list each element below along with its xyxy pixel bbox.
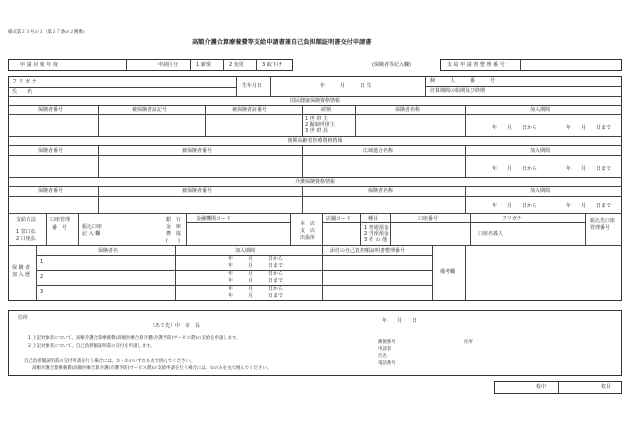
care-period: 加入期間	[530, 188, 551, 194]
period-label: 申 請 対 象 年 度	[20, 62, 58, 68]
branch-3: 出張所	[300, 235, 316, 241]
app-line-1: 1 上記対象者について、高額介護合算療養費(高額医療合算介護(介護予防)サービス費)の支給を申請します。	[28, 336, 241, 341]
care-insurer-no: 保険者番号	[38, 188, 64, 194]
opt-new[interactable]: 1 新規	[196, 62, 211, 68]
name-label: 氏 名	[12, 89, 33, 95]
form-number: 様式第２３号の３（第２７条の２関係）	[8, 30, 88, 35]
nhi-rel1: 1 世 帯 主	[305, 116, 328, 122]
acct-no: 口座番号	[418, 216, 439, 222]
acct-mgmt-no: 番 号	[52, 225, 68, 231]
nhi-insured-no: 被保険者証番号	[232, 107, 268, 113]
bank-type-4: ( )	[166, 238, 180, 244]
form-title: 高額介護合算療養費等支給申請書兼自己負担額証明書交付申請書	[192, 39, 372, 46]
app-residence: 住所	[464, 340, 473, 345]
elder-header: 後期高齢者医療資格情報	[287, 138, 343, 144]
history-remarks: 備考欄	[440, 269, 456, 275]
pay-m2[interactable]: 2 口座払	[16, 236, 36, 242]
elder-insurer-no: 保険者番号	[38, 148, 64, 154]
history-period: 加入期間	[235, 248, 256, 254]
app-name: 氏名	[378, 354, 387, 359]
history-row-1: 1	[40, 259, 44, 265]
history-from-1: 年 月 日から	[228, 256, 284, 262]
nhi-insured-symbol: 被保険者証記号	[132, 107, 168, 113]
birth-label: 生年月日	[242, 83, 263, 89]
history-from-2: 年 月 日から	[228, 271, 284, 277]
nhi-to: 年 月 日まで	[566, 125, 612, 131]
acct-type: 種目	[368, 216, 379, 222]
history-row-2: 2	[40, 274, 44, 280]
acct-type-1[interactable]: 1 普通預金	[364, 225, 389, 231]
app-line-2: 2 上記対象者について、自己負担額証明書の交付を申請します。	[28, 344, 155, 349]
app-note-1: 自己負担額証明書の交付申請を行う場合には、①・②のいずれも丸で囲んでください。	[24, 359, 195, 364]
app-note-2: 高額介護合算療養費(高額医療合算介護(介護予防)サービス費)の支給申請を行う場合には、①のみを丸で囲んでください。	[32, 366, 272, 371]
elder-insured-no: 被保険者番号	[182, 148, 213, 154]
app-to: （あて先）中 市 長	[150, 323, 201, 329]
history-cert-no: 添付の自己負担額証明書整理番号	[330, 248, 406, 254]
acct-type-2[interactable]: 2 当座預金	[364, 231, 389, 237]
app-date: 年 月 日	[382, 318, 418, 324]
care-from: 年 月 日から	[492, 203, 538, 209]
elder-union-name: 広域連合名称	[363, 148, 394, 154]
page-mid: 枚中	[536, 384, 547, 390]
inst-code: 金融機関コード	[196, 216, 232, 222]
transfer-label: 振込口座	[82, 224, 103, 230]
history-side-1: 保 険 者	[12, 265, 31, 271]
individual-no-label: 個 人 番 号	[430, 78, 496, 84]
care-insured-no: 被保険者番号	[182, 188, 213, 194]
transfer-entry: 記 入 欄	[82, 231, 101, 237]
nhi-from: 年 月 日から	[492, 125, 538, 131]
history-to-1: 年 月 日まで	[228, 263, 284, 269]
opt-withdraw[interactable]: 3 取下げ	[262, 62, 282, 68]
dest-mgmt: 振込先口座	[590, 218, 616, 224]
nhi-insurer-name: 保険者名称	[395, 107, 421, 113]
nhi-insurer-no: 保険者番号	[38, 107, 64, 113]
acct-holder: 口座名義人	[478, 231, 504, 237]
page-end: 枚目	[601, 384, 612, 390]
branch-2: 支 店	[300, 228, 316, 234]
branch-1: 本 店	[300, 221, 316, 227]
nhi-header: 国民健康保険資格情報	[289, 98, 340, 104]
acct-mgmt: 口座管理	[50, 217, 71, 223]
bank-type-2: 金 庫	[166, 224, 182, 230]
nhi-period: 加入期間	[530, 107, 551, 113]
care-header: 介護保険資格情報	[294, 179, 335, 185]
calc-period-label: 計算期間の始期及び終期	[430, 88, 486, 94]
holder-furigana: フリガナ	[502, 216, 522, 222]
store-code: 店舗コード	[326, 216, 352, 222]
dest-no: 管理番号	[590, 225, 611, 231]
elder-to: 年 月 日まで	[566, 166, 612, 172]
birth-ymd: 年 月 日 生	[320, 83, 372, 89]
history-to-3: 年 月 日まで	[228, 293, 284, 299]
number-label: 支 給 申 請 書 整 理 番 号	[447, 62, 505, 68]
furigana-label: フ リ ガ ナ	[12, 79, 37, 85]
pay-m1[interactable]: 1 窓口払	[16, 229, 36, 235]
history-to-2: 年 月 日まで	[228, 278, 284, 284]
history-insurer-name: 保険者名	[98, 248, 119, 254]
care-to: 年 月 日まで	[566, 203, 612, 209]
bank-type-1: 銀 行	[166, 217, 182, 223]
insurer-field-label: (保険者等記入欄)	[372, 62, 411, 68]
app-phone: 電話番号	[378, 361, 396, 366]
nhi-rel2: 2 擬制世帯主	[305, 122, 335, 128]
elder-period: 加入期間	[530, 148, 551, 154]
history-from-3: 年 月 日から	[228, 286, 284, 292]
app-applicant: 申請者	[378, 347, 392, 352]
app-postal: 郵便番号	[378, 340, 396, 345]
app-address: 住所	[18, 315, 29, 321]
care-insurer-name: 保険者名称	[368, 188, 394, 194]
opt-change[interactable]: 2 変更	[229, 62, 244, 68]
elder-from: 年 月 日から	[492, 166, 538, 172]
history-side-2: 加 入 歴	[12, 272, 31, 278]
pay-method: 支給方法	[16, 217, 37, 223]
class-label: 申請区分	[158, 62, 179, 68]
nhi-rel3: 3 世 帯 員	[305, 128, 328, 134]
bank-type-3: 農 協	[166, 231, 182, 237]
acct-type-3[interactable]: 3 そ の 他	[364, 237, 387, 243]
history-row-3: 3	[40, 289, 44, 295]
nhi-relation: 続柄	[321, 107, 332, 113]
